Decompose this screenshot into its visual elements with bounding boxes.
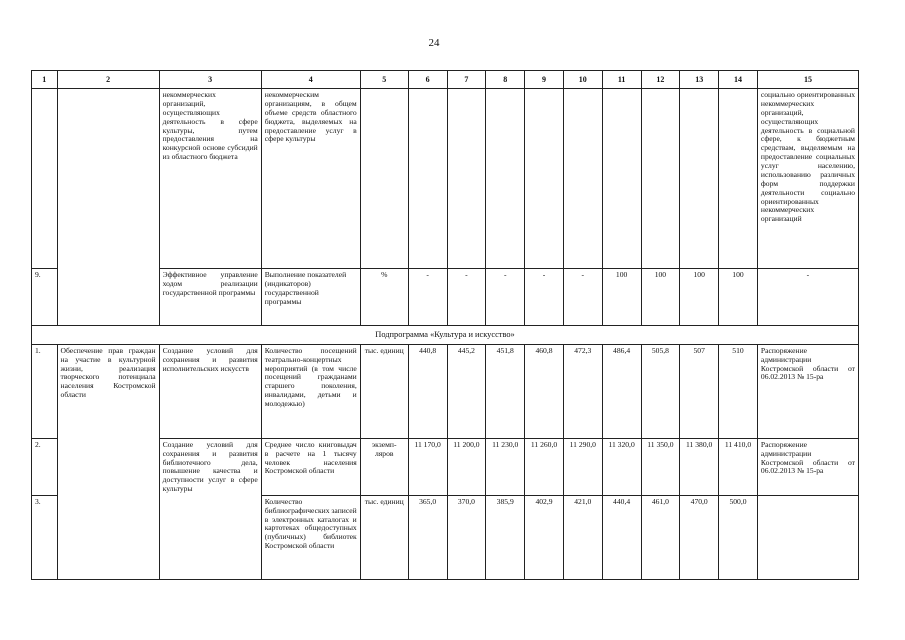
header-cell: 13 <box>680 71 719 89</box>
value-cell: - <box>563 269 602 326</box>
header-row <box>32 71 859 89</box>
value-cell: 385,9 <box>486 495 525 579</box>
header-cell: 6 <box>408 71 447 89</box>
value-cell: 500,0 <box>719 495 758 579</box>
subprogram-title: Подпрограмма «Культура и искусство» <box>32 326 859 345</box>
page-number: 24 <box>428 37 440 49</box>
header-cell: 14 <box>719 71 758 89</box>
row-number-cell: 2. <box>32 438 58 495</box>
indicator-cell: Среднее число книговыдач в расчете на 1 тысячу человек населения Костромской области <box>261 438 360 495</box>
unit-cell: тыс. единиц <box>360 495 408 579</box>
value-cell: 510 <box>719 344 758 438</box>
value-cell: 100 <box>680 269 719 326</box>
table-row-continued <box>32 89 859 269</box>
header-cell: 2 <box>57 71 159 89</box>
value-cell <box>719 89 758 269</box>
value-cell: 100 <box>719 269 758 326</box>
value-cell: 402,9 <box>525 495 564 579</box>
value-cell: 370,0 <box>447 495 486 579</box>
value-cell <box>641 89 680 269</box>
indicator-cell: Выполнение показателей (индикаторов) государственной программы <box>261 269 360 326</box>
source-cell: Распоряжение администрации Костромской области от 06.02.2013 № 15-ра <box>757 438 858 495</box>
value-cell: 470,0 <box>680 495 719 579</box>
value-cell: 507 <box>680 344 719 438</box>
value-cell: 100 <box>641 269 680 326</box>
value-cell <box>680 89 719 269</box>
value-cell: 445,2 <box>447 344 486 438</box>
header-cell: 9 <box>525 71 564 89</box>
header-cell: 8 <box>486 71 525 89</box>
source-cell: - <box>757 269 858 326</box>
value-cell <box>525 89 564 269</box>
source-cell: социально ориентированных некоммерческих организаций, осуществляющих деятельность в социальной сфере, к бюджетным средствам, выделяемым на предоставление социальных услуг населению, использованию различных форм поддержки деятельности социально ориентированных некоммерческих организаций <box>757 89 858 269</box>
task-cell: Эффективное управление ходом реализации государственной программы <box>159 269 261 326</box>
row-number-cell: 3. <box>32 495 58 579</box>
row-number-cell: 9. <box>32 269 58 326</box>
value-cell: 11 290,0 <box>563 438 602 495</box>
goal-cell-empty <box>57 89 159 326</box>
subprogram-row <box>32 326 859 345</box>
indicators-table <box>31 70 859 580</box>
header-cell: 1 <box>32 71 58 89</box>
value-cell <box>563 89 602 269</box>
source-cell: Распоряжение администрации Костромской области от 06.02.2013 № 15-ра <box>757 344 858 438</box>
unit-cell: тыс. единиц <box>360 344 408 438</box>
unit-cell: % <box>360 269 408 326</box>
task-cell: некоммерческих организаций, осуществляющих деятельность в сфере культуры, путем предоставления на конкурсной основе субсидий из областного бюджета <box>159 89 261 269</box>
goal-cell: Обеспечение прав граждан на участие в культурной жизни, реализация творческого потенциала населения Костромской области <box>57 344 159 579</box>
value-cell: 11 350,0 <box>641 438 680 495</box>
task-cell: Создание условий для сохранения и развития исполнительских искусств <box>159 344 261 438</box>
value-cell: 461,0 <box>641 495 680 579</box>
value-cell: 11 410,0 <box>719 438 758 495</box>
value-cell <box>447 89 486 269</box>
value-cell: 11 170,0 <box>408 438 447 495</box>
header-cell: 5 <box>360 71 408 89</box>
header-cell: 11 <box>602 71 641 89</box>
value-cell: 11 200,0 <box>447 438 486 495</box>
header-cell: 7 <box>447 71 486 89</box>
value-cell: 365,0 <box>408 495 447 579</box>
value-cell: 11 230,0 <box>486 438 525 495</box>
value-cell: 472,3 <box>563 344 602 438</box>
value-cell: 100 <box>602 269 641 326</box>
value-cell: 460,8 <box>525 344 564 438</box>
table-row <box>32 344 859 438</box>
value-cell: - <box>447 269 486 326</box>
value-cell: 505,8 <box>641 344 680 438</box>
header-cell: 4 <box>261 71 360 89</box>
value-cell <box>602 89 641 269</box>
row-number-cell: 1. <box>32 344 58 438</box>
indicator-cell: Количество библиографических записей в электронных каталогах и картотеках общедоступных (публичных) библиотек Костромской области <box>261 495 360 579</box>
value-cell: 11 260,0 <box>525 438 564 495</box>
task-cell: Создание условий для сохранения и развития библиотечного дела, повышение качества и доступности услуг в сфере культуры <box>159 438 261 579</box>
value-cell <box>486 89 525 269</box>
value-cell: 11 380,0 <box>680 438 719 495</box>
value-cell: 421,0 <box>563 495 602 579</box>
value-cell: - <box>408 269 447 326</box>
header-cell: 10 <box>563 71 602 89</box>
indicator-cell: некоммерческим организациям, в общем объеме средств областного бюджета, выделяемых на предоставление услуг в сфере культуры <box>261 89 360 269</box>
header-cell: 15 <box>757 71 858 89</box>
value-cell: 440,4 <box>602 495 641 579</box>
value-cell <box>408 89 447 269</box>
value-cell: 486,4 <box>602 344 641 438</box>
source-cell <box>757 495 858 579</box>
header-cell: 3 <box>159 71 261 89</box>
value-cell: - <box>525 269 564 326</box>
indicator-cell: Количество посещений театрально-концертных мероприятий (в том числе посещений гражданами старшего поколения, инвалидами, детьми и молодежью) <box>261 344 360 438</box>
value-cell: - <box>486 269 525 326</box>
value-cell: 11 320,0 <box>602 438 641 495</box>
unit-cell: экземп-ляров <box>360 438 408 495</box>
unit-cell <box>360 89 408 269</box>
row-number-cell <box>32 89 58 269</box>
value-cell: 440,8 <box>408 344 447 438</box>
value-cell: 451,8 <box>486 344 525 438</box>
header-cell: 12 <box>641 71 680 89</box>
